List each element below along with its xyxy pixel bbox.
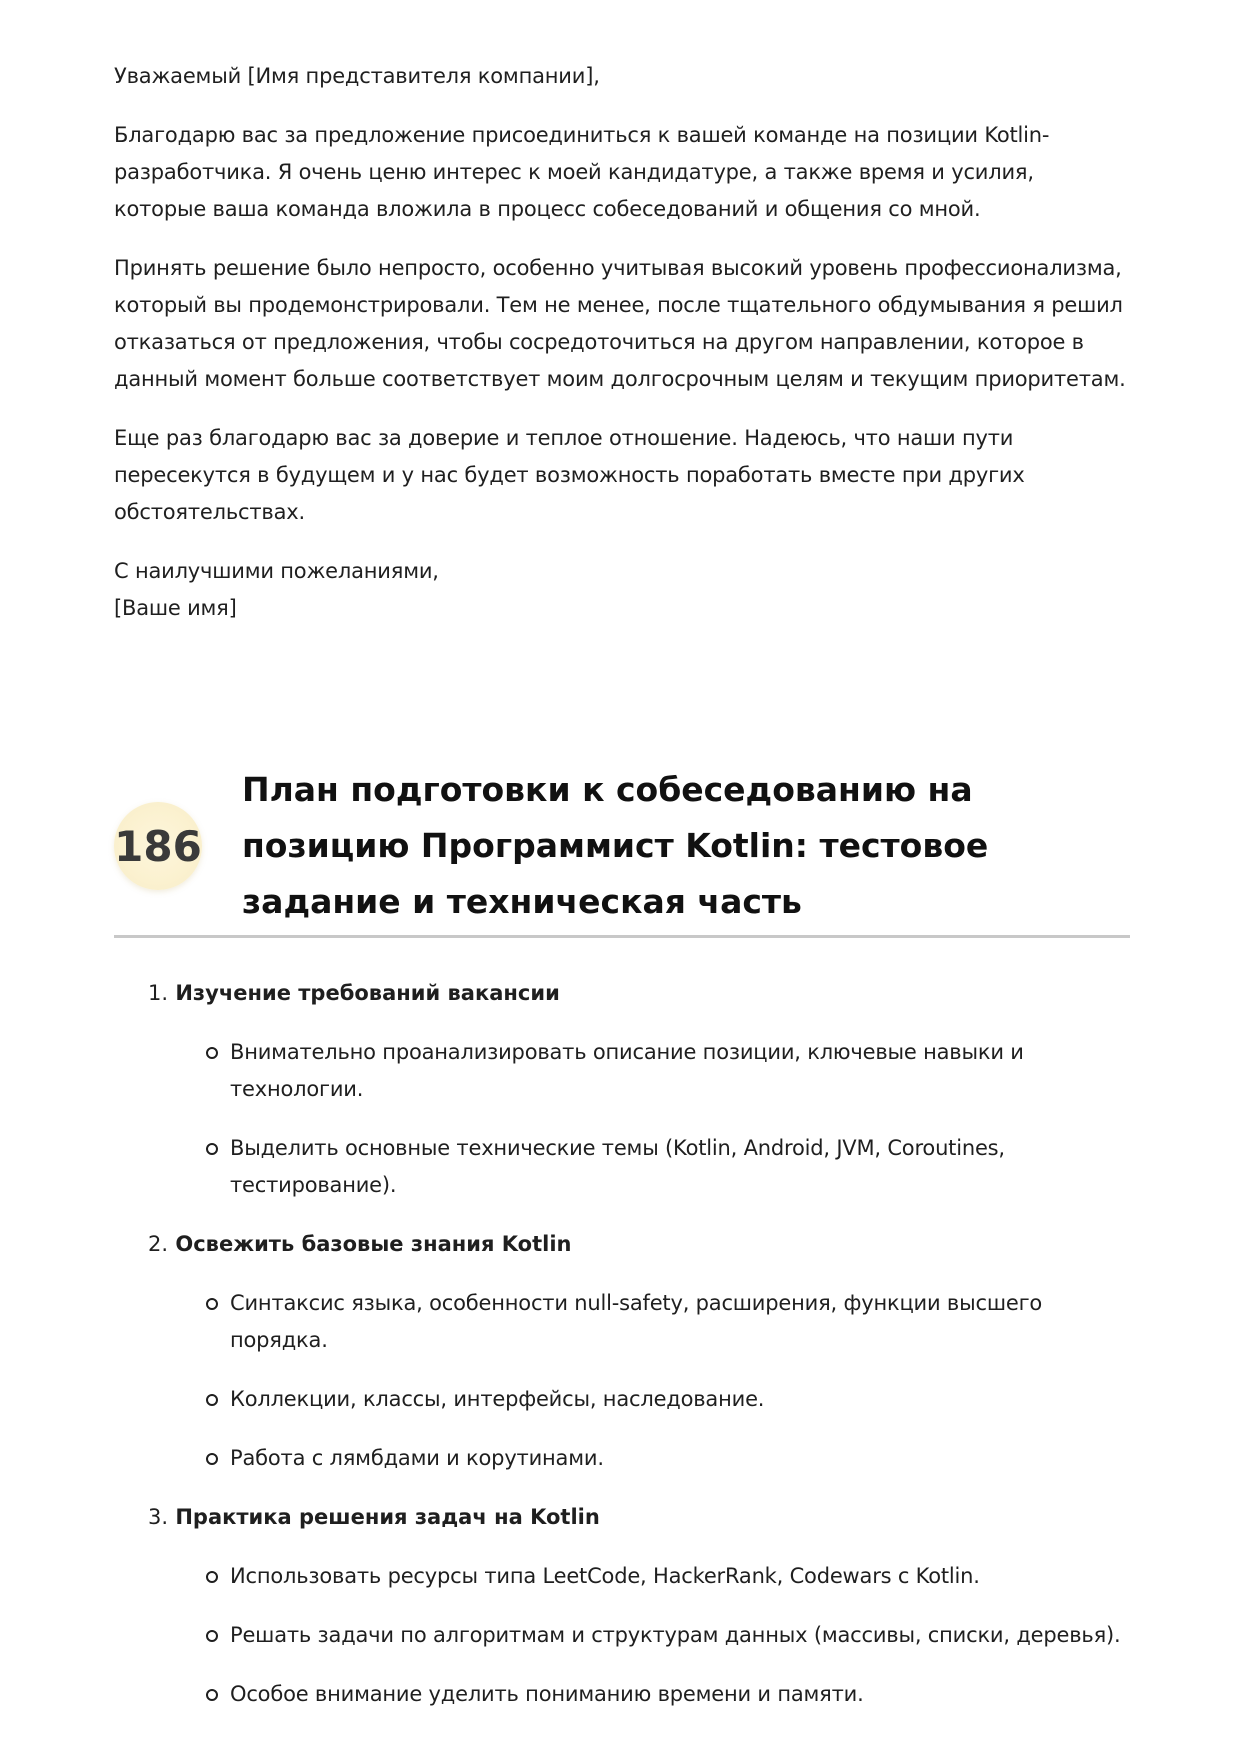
letter-closing [114,553,1130,627]
section-header [114,762,1130,942]
plan-item: Решать задачи по алгоритмам и структурам данных (массивы, списки, деревья). [230,1617,1130,1654]
plan-step-1 [114,975,1130,1204]
plan-step-title [148,1499,1130,1536]
plan-step-title [148,975,1130,1012]
plan-step-3 [114,1499,1130,1713]
plan-item: Выделить основные технические темы (Kotlin, Android, JVM, Coroutines, тестирование). [230,1130,1130,1204]
letter-signature: [Ваше имя] [114,596,237,620]
plan-item: Коллекции, классы, интерфейсы, наследование. [230,1381,1130,1418]
plan-step-number: 3. [148,1505,169,1529]
letter-paragraph-2: Принять решение было непросто, особенно учитывая высокий уровень профессионализма, который вы продемонстрировали. Тем не менее, после тщательного обдумывания я решил отказаться от предложения, чтобы сосредоточиться на другом направлении, которое в данный момент больше соответствует моим долгосрочным целям и текущим приоритетам. [114,256,1126,391]
letter [114,58,1130,627]
plan-step-2 [114,1226,1130,1477]
section-number-badge: 186 [114,802,202,890]
plan-item: Внимательно проанализировать описание позиции, ключевые навыки и технологии. [230,1034,1130,1108]
plan-item: Особое внимание уделить пониманию времени и памяти. [230,1676,1130,1713]
preparation-plan [114,975,1130,1735]
plan-item: Работа с лямбдами и корутинами. [230,1440,1130,1477]
letter-paragraph-1: Благодарю вас за предложение присоединиться к вашей команде на позиции Kotlin-разработчика. Я очень ценю интерес к моей кандидатуре, а также время и усилия, которые ваша команда вложила в процесс собеседований и общения со мной. [114,123,1050,221]
plan-step-number: 2. [148,1232,169,1256]
plan-step-label: Освежить базовые знания Kotlin [175,1232,572,1256]
letter-closing-text: С наилучшими пожеланиями, [114,559,439,583]
letter-paragraph-3: Еще раз благодарю вас за доверие и теплое отношение. Надеюсь, что наши пути пересекутся в будущем и у нас будет возможность поработать вместе при других обстоятельствах. [114,426,1025,524]
section-title: План подготовки к собеседованию на позицию Программист Kotlin: тестовое задание и техническая часть [242,770,989,921]
plan-item: Использовать ресурсы типа LeetCode, HackerRank, Codewars с Kotlin. [230,1558,1130,1595]
section-divider [114,935,1130,938]
plan-item: Синтаксис языка, особенности null-safety, расширения, функции высшего порядка. [230,1285,1130,1359]
plan-step-label: Изучение требований вакансии [175,981,560,1005]
plan-step-title [148,1226,1130,1263]
letter-greeting: Уважаемый [Имя представителя компании], [114,64,600,88]
plan-step-number: 1. [148,981,169,1005]
plan-step-label: Практика решения задач на Kotlin [175,1505,600,1529]
